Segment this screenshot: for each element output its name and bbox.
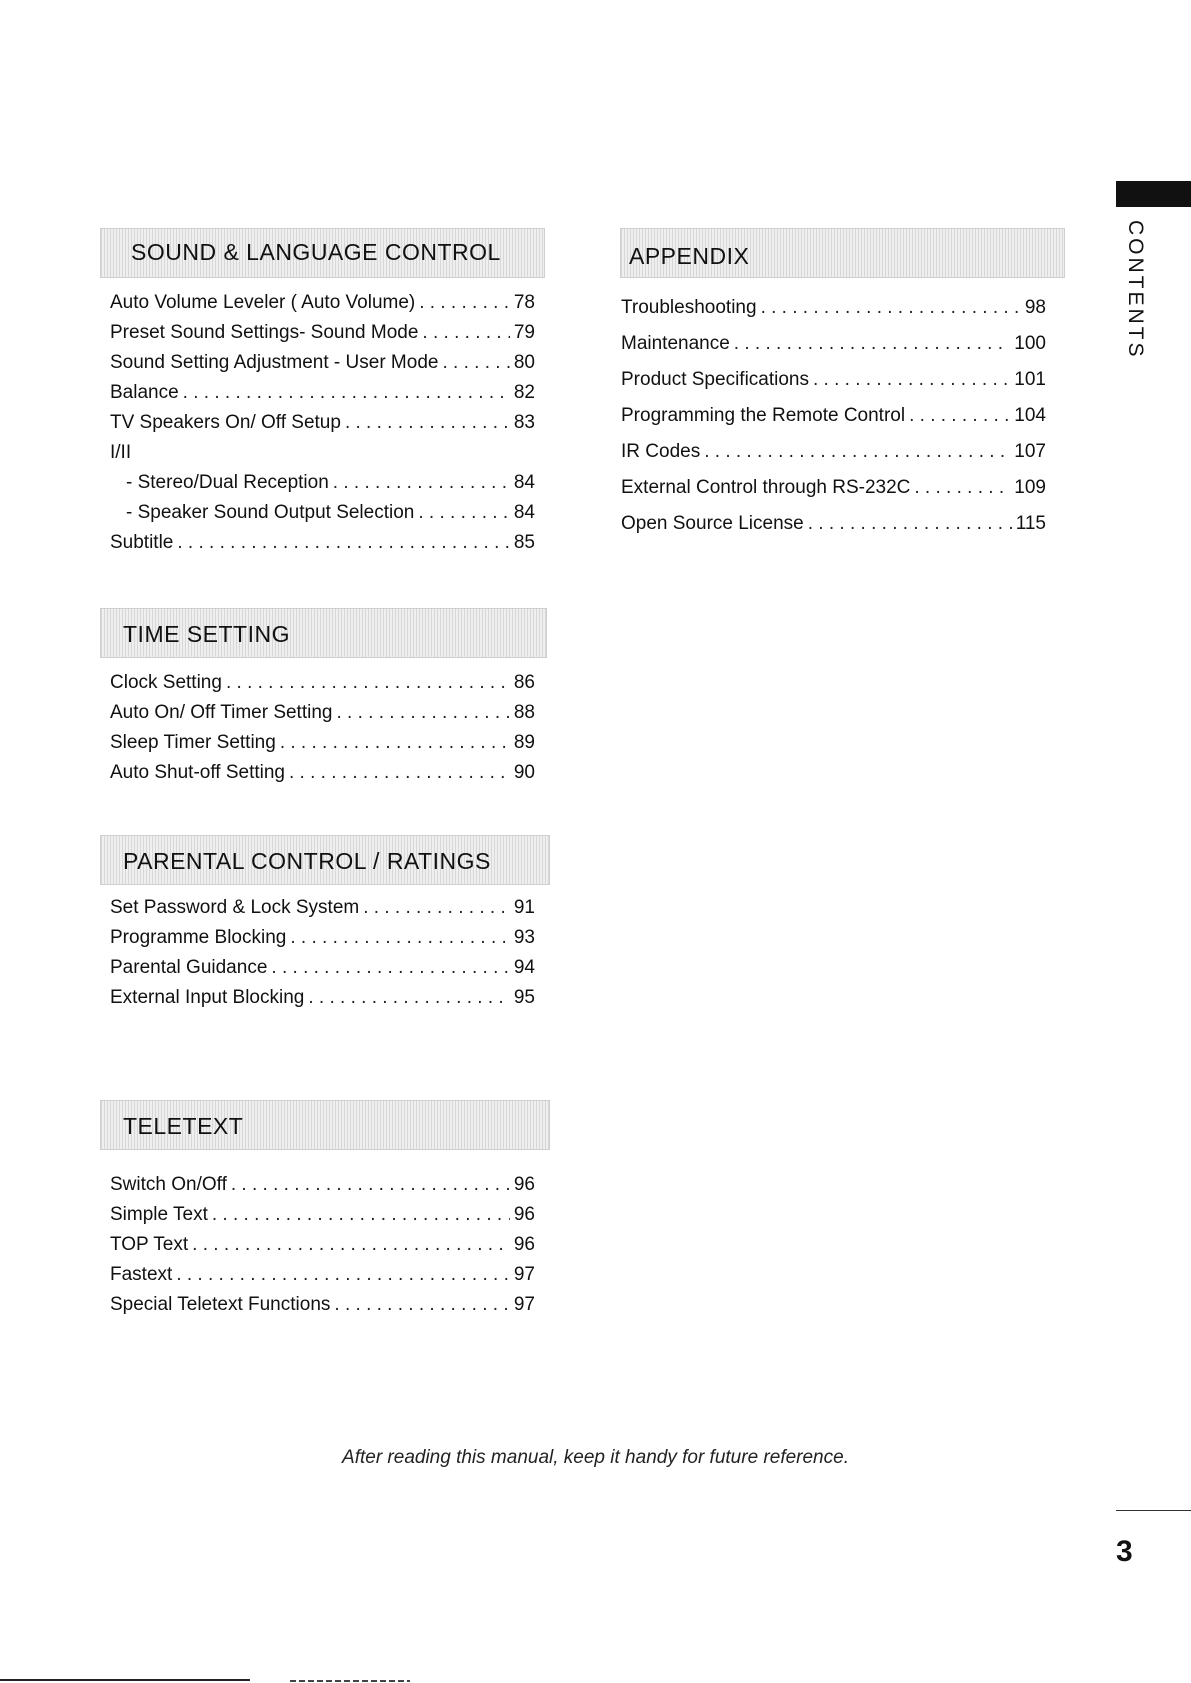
entry-label: Auto Shut-off Setting bbox=[110, 762, 285, 783]
toc-entry[interactable] bbox=[621, 362, 1046, 398]
section-header bbox=[100, 1100, 550, 1150]
toc-entry[interactable] bbox=[110, 728, 535, 758]
toc-entry[interactable] bbox=[621, 290, 1046, 326]
toc-entry[interactable] bbox=[110, 893, 535, 923]
entry-page: 97 bbox=[513, 1294, 535, 1315]
entry-list bbox=[110, 1170, 535, 1320]
entry-page: 96 bbox=[513, 1174, 535, 1195]
toc-entry[interactable] bbox=[110, 468, 535, 498]
page-number: 3 bbox=[1116, 1535, 1133, 1568]
section-title: TIME SETTING bbox=[123, 621, 290, 647]
section-header bbox=[100, 835, 550, 885]
entry-label: Programming the Remote Control bbox=[621, 405, 906, 426]
entry-page: 94 bbox=[513, 957, 535, 978]
section-parental-control bbox=[100, 835, 550, 1015]
toc-entry[interactable] bbox=[110, 528, 535, 558]
footer-note: After reading this manual, keep it handy for future reference. bbox=[342, 1447, 849, 1468]
entry-label: TOP Text bbox=[110, 1234, 189, 1255]
section-time-setting bbox=[100, 608, 545, 788]
entry-list bbox=[110, 288, 535, 558]
entry-list bbox=[110, 893, 535, 1013]
toc-entry[interactable] bbox=[110, 983, 535, 1013]
toc-entry[interactable] bbox=[110, 318, 535, 348]
entry-label: Balance bbox=[110, 382, 179, 403]
entry-label: Sound Setting Adjustment - User Mode bbox=[110, 352, 439, 373]
entry-label: Troubleshooting bbox=[621, 297, 757, 318]
entry-list bbox=[621, 290, 1046, 542]
entry-page: 91 bbox=[513, 897, 535, 918]
entry-label: Clock Setting bbox=[110, 672, 222, 693]
entry-page: 86 bbox=[513, 672, 535, 693]
entry-list bbox=[110, 668, 535, 788]
entry-page: 101 bbox=[1014, 369, 1046, 390]
entry-label: Parental Guidance bbox=[110, 957, 268, 978]
toc-entry[interactable] bbox=[110, 668, 535, 698]
entry-label: I/II bbox=[110, 442, 132, 463]
toc-entry[interactable] bbox=[110, 288, 535, 318]
entry-page: 82 bbox=[513, 382, 535, 403]
toc-entry[interactable] bbox=[110, 1170, 535, 1200]
entry-page: 84 bbox=[513, 472, 535, 493]
section-appendix bbox=[620, 228, 1065, 548]
entry-label: Auto On/ Off Timer Setting bbox=[110, 702, 333, 723]
entry-label: Switch On/Off bbox=[110, 1174, 227, 1195]
bottom-rule bbox=[0, 1679, 250, 1681]
toc-subheading bbox=[110, 438, 535, 468]
section-title: SOUND & LANGUAGE CONTROL bbox=[131, 239, 501, 265]
entry-label: - Speaker Sound Output Selection bbox=[126, 502, 415, 523]
entry-label: IR Codes bbox=[621, 441, 701, 462]
section-header bbox=[100, 608, 547, 658]
entry-page: 88 bbox=[513, 702, 535, 723]
toc-entry[interactable] bbox=[621, 506, 1046, 542]
toc-entry[interactable] bbox=[110, 498, 535, 528]
entry-label: Set Password & Lock System bbox=[110, 897, 360, 918]
entry-label: TV Speakers On/ Off Setup bbox=[110, 412, 341, 433]
toc-entry[interactable] bbox=[110, 408, 535, 438]
entry-page: 95 bbox=[513, 987, 535, 1008]
entry-label: Programme Blocking bbox=[110, 927, 287, 948]
entry-page: 83 bbox=[513, 412, 535, 433]
entry-label: - Stereo/Dual Reception bbox=[126, 472, 329, 493]
toc-entry[interactable] bbox=[621, 434, 1046, 470]
section-header bbox=[100, 228, 545, 278]
entry-page: 96 bbox=[513, 1204, 535, 1225]
chapter-tab-marker bbox=[1116, 181, 1191, 207]
bottom-scan-marks bbox=[290, 1680, 410, 1682]
entry-page: 79 bbox=[513, 322, 535, 343]
entry-page: 93 bbox=[513, 927, 535, 948]
toc-entry[interactable] bbox=[110, 1290, 535, 1320]
entry-label: Sleep Timer Setting bbox=[110, 732, 276, 753]
entry-page: 78 bbox=[513, 292, 535, 313]
section-teletext bbox=[100, 1100, 550, 1330]
entry-label: Fastext bbox=[110, 1264, 173, 1285]
entry-page: 84 bbox=[513, 502, 535, 523]
entry-label: External Input Blocking bbox=[110, 987, 305, 1008]
entry-page: 97 bbox=[513, 1264, 535, 1285]
entry-page: 98 bbox=[1024, 297, 1046, 318]
entry-page: 104 bbox=[1014, 405, 1046, 426]
entry-label: Auto Volume Leveler ( Auto Volume) bbox=[110, 292, 416, 313]
toc-entry[interactable] bbox=[110, 348, 535, 378]
toc-entry[interactable] bbox=[110, 698, 535, 728]
entry-page: 85 bbox=[513, 532, 535, 553]
section-title: TELETEXT bbox=[123, 1113, 244, 1139]
entry-page: 107 bbox=[1014, 441, 1046, 462]
toc-entry[interactable] bbox=[110, 1200, 535, 1230]
entry-page: 96 bbox=[513, 1234, 535, 1255]
toc-entry[interactable] bbox=[110, 923, 535, 953]
entry-page: 80 bbox=[513, 352, 535, 373]
entry-label: External Control through RS-232C bbox=[621, 477, 911, 498]
entry-label: Open Source License bbox=[621, 513, 804, 534]
page-number-rule bbox=[1116, 1510, 1191, 1511]
entry-label: Maintenance bbox=[621, 333, 730, 354]
toc-entry[interactable] bbox=[110, 758, 535, 788]
toc-entry[interactable] bbox=[621, 326, 1046, 362]
toc-entry[interactable] bbox=[621, 398, 1046, 434]
section-title: PARENTAL CONTROL / RATINGS bbox=[123, 848, 491, 874]
chapter-side-label: CONTENTS bbox=[1124, 220, 1147, 360]
entry-label: Special Teletext Functions bbox=[110, 1294, 331, 1315]
toc-entry[interactable] bbox=[621, 470, 1046, 506]
entry-page: 90 bbox=[513, 762, 535, 783]
toc-entry[interactable] bbox=[110, 378, 535, 408]
entry-page: 109 bbox=[1014, 477, 1046, 498]
entry-label: Subtitle bbox=[110, 532, 174, 553]
toc-entry[interactable] bbox=[110, 953, 535, 983]
section-header bbox=[620, 228, 1065, 278]
entry-label: Simple Text bbox=[110, 1204, 208, 1225]
toc-entry[interactable] bbox=[110, 1260, 535, 1290]
toc-entry[interactable] bbox=[110, 1230, 535, 1260]
entry-page: 100 bbox=[1014, 333, 1046, 354]
section-title: APPENDIX bbox=[629, 243, 750, 269]
entry-page: 115 bbox=[1015, 513, 1046, 534]
section-sound-language bbox=[100, 228, 545, 558]
entry-label: Product Specifications bbox=[621, 369, 809, 390]
entry-label: Preset Sound Settings- Sound Mode bbox=[110, 322, 419, 343]
entry-page: 89 bbox=[513, 732, 535, 753]
